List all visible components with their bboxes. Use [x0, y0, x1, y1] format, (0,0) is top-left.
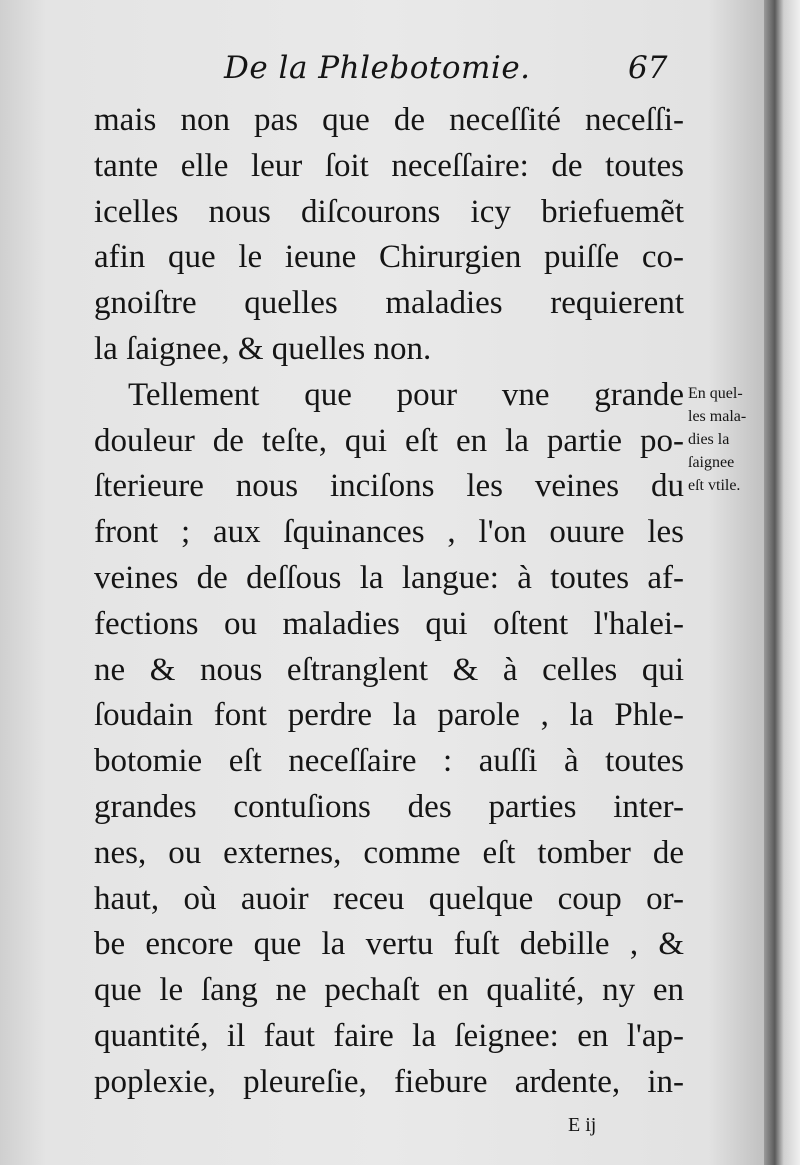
text-line: la ſaignee, & quelles non. — [94, 330, 432, 367]
margin-note-line: dies la — [688, 431, 730, 448]
text-line: ſterieure nous inciſons les veines du — [94, 468, 684, 505]
text-line: poplexie, pleureſie, fiebure ardente, in- — [94, 1063, 684, 1100]
text-line: icelles nous diſcourons icy briefuemẽt — [94, 193, 684, 230]
body-text — [94, 98, 684, 1106]
text-line: Tellement que pour vne grande — [128, 376, 684, 413]
text-line: gnoiſtre quelles maladies requierent — [94, 285, 684, 322]
margin-note-line: ſaignee — [688, 454, 735, 471]
margin-note-line: En quel- — [688, 385, 743, 402]
margin-note-line: eſt vtile. — [688, 477, 741, 494]
text-line: botomie eſt neceſſaire : auſſi à toutes — [94, 743, 684, 780]
text-line: quantité, il faut faire la ſeignee: en l'ap- — [94, 1017, 684, 1054]
book-gutter — [764, 0, 800, 1165]
text-line: nes, ou externes, comme eſt tomber de — [94, 834, 684, 871]
text-line: ne & nous eſtranglent & à celles qui — [94, 651, 684, 688]
margin-note — [688, 382, 768, 497]
running-title: De la Phlebotomie. — [224, 50, 531, 86]
text-line: be encore que la vertu fuſt debille , & — [94, 926, 684, 963]
text-line: front ; aux ſquinances , l'on ouure les — [94, 514, 684, 551]
margin-note-line: les mala- — [688, 408, 747, 425]
text-line: tante elle leur ſoit neceſſaire: de toutes — [94, 147, 684, 184]
signature-mark: E ij — [568, 1114, 597, 1136]
page-number: 67 — [628, 50, 668, 86]
text-line: grandes contuſions des parties inter- — [94, 788, 684, 825]
text-line: douleur de teſte, qui eſt en la partie po- — [94, 422, 684, 459]
text-line: que le ſang ne pechaſt en qualité, ny en — [94, 972, 684, 1009]
text-line: afin que le ieune Chirurgien puiſſe co- — [94, 239, 684, 276]
text-line: haut, où auoir receu quelque coup or- — [94, 880, 684, 917]
text-line: veines de deſſous la langue: à toutes af- — [94, 559, 684, 596]
text-line: mais non pas que de neceſſité neceſſi- — [94, 102, 684, 138]
text-line: ſoudain font perdre la parole , la Phle- — [94, 697, 684, 734]
text-line: fections ou maladies qui oſtent l'halei- — [94, 605, 684, 642]
